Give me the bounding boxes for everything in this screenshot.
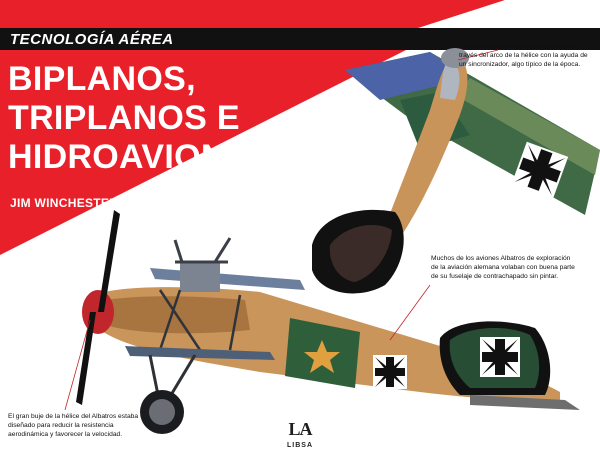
publisher-mark: LA [288,419,312,439]
leader-line-middle [390,285,430,340]
series-name: TECNOLOGÍA AÉREA [10,31,174,48]
rudder-cross-icon [480,337,520,377]
side-upper-wing [150,268,305,290]
cabane-struts [175,238,230,262]
caption-machine-gun: La ametralladora del avión disparaba a través del arco de la hélice con la ayuda de un sincronizador, algo típico de la época. [459,43,588,68]
fuselage-cross-icon [373,355,407,389]
caption-propeller-hub: El gran buje de la hélice del Albatros estaba diseñado para reducir la resistencia aerodinámica y favorecer la velocidad. [8,413,139,438]
publisher-name: LIBSA [287,442,313,449]
title-line-1: BIPLANOS, [8,60,196,98]
caption-plywood-fuselage: Muchos de los aviones Albatros de exploración de la aviación alemana volaban con buena parte de su fuselaje de contrachapado sin pintar. [431,255,575,280]
title-line-2: TRIPLANOS E [8,99,240,137]
wheel-hub [149,399,175,425]
publisher-logo [277,420,323,460]
engine-block [180,262,220,292]
title-line-3: HIDROAVIONES [8,138,272,176]
author-name: JIM WINCHESTER [10,196,119,210]
